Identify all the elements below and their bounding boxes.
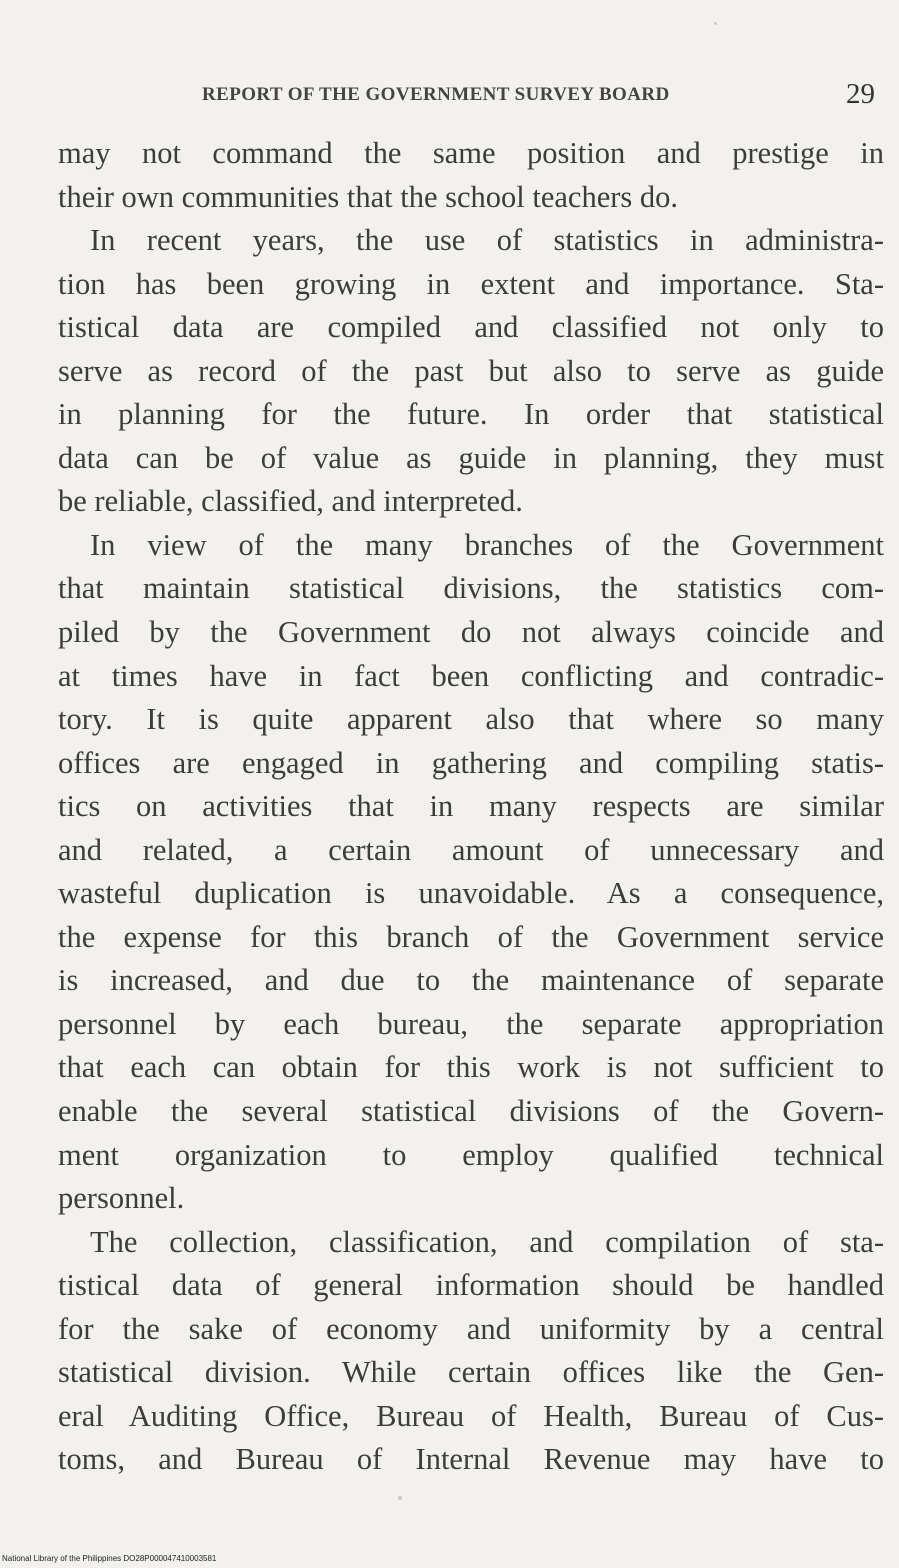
text-line: eral Auditing Office, Bureau of Health, Bureau of Cus- (58, 1398, 884, 1433)
paper-speck (714, 22, 717, 25)
text-line: toms, and Bureau of Internal Revenue may have to (58, 1442, 884, 1477)
text-line: tion has been growing in extent and importance. Sta- (58, 266, 884, 301)
paragraph (58, 132, 884, 219)
text-line: wasteful duplication is unavoidable. As a consequence, (58, 876, 884, 911)
text-line: tistical data of general information should be handled (58, 1268, 884, 1303)
text-line: that each can obtain for this work is not sufficient to (58, 1050, 884, 1085)
text-line: may not command the same position and prestige in (58, 136, 884, 170)
paragraph (58, 1221, 884, 1482)
text-line: enable the several statistical divisions of the Govern- (58, 1094, 884, 1129)
text-line: the expense for this branch of the Government service (58, 919, 884, 954)
scan-footer-note: National Library of the Philippines DO28P000047410003581 (2, 1554, 217, 1563)
page-number: 29 (846, 78, 875, 110)
text-line: in planning for the future. In order that statistical (58, 397, 884, 432)
text-line: ment organization to employ qualified technical (58, 1137, 884, 1172)
text-line: is increased, and due to the maintenance of separate (58, 963, 884, 998)
text-line: The collection, classification, and compilation of sta- (90, 1224, 884, 1259)
text-line: In recent years, the use of statistics in administra- (90, 223, 884, 258)
paragraph (58, 524, 884, 1221)
text-line: their own communities that the school teachers do. (58, 179, 679, 214)
text-line: be reliable, classified, and interpreted. (58, 484, 523, 519)
text-line: tory. It is quite apparent also that where so many (58, 702, 884, 737)
text-line: data can be of value as guide in planning, they must (58, 440, 884, 475)
text-line: personnel. (58, 1181, 185, 1216)
text-line: tics on activities that in many respects are similar (58, 789, 884, 824)
text-line: In view of the many branches of the Government (90, 527, 884, 562)
text-line: for the sake of economy and uniformity by a central (58, 1311, 884, 1346)
running-header-title: REPORT OF THE GOVERNMENT SURVEY BOARD (202, 84, 670, 105)
text-line: at times have in fact been conflicting and contradic- (58, 658, 884, 693)
running-header (0, 78, 899, 114)
text-line: serve as record of the past but also to serve as guide (58, 353, 884, 388)
text-line: that maintain statistical divisions, the statistics com- (58, 571, 884, 606)
text-line: personnel by each bureau, the separate appropriation (58, 1006, 884, 1041)
body-text (58, 132, 884, 1482)
text-line: and related, a certain amount of unnecessary and (58, 832, 884, 867)
paragraph (58, 219, 884, 524)
paper-speck (398, 1496, 402, 1500)
text-line: tistical data are compiled and classified not only to (58, 310, 884, 345)
text-line: offices are engaged in gathering and compiling statis- (58, 745, 884, 780)
text-line: statistical division. While certain offices like the Gen- (58, 1355, 884, 1390)
text-line: piled by the Government do not always coincide and (58, 615, 884, 650)
